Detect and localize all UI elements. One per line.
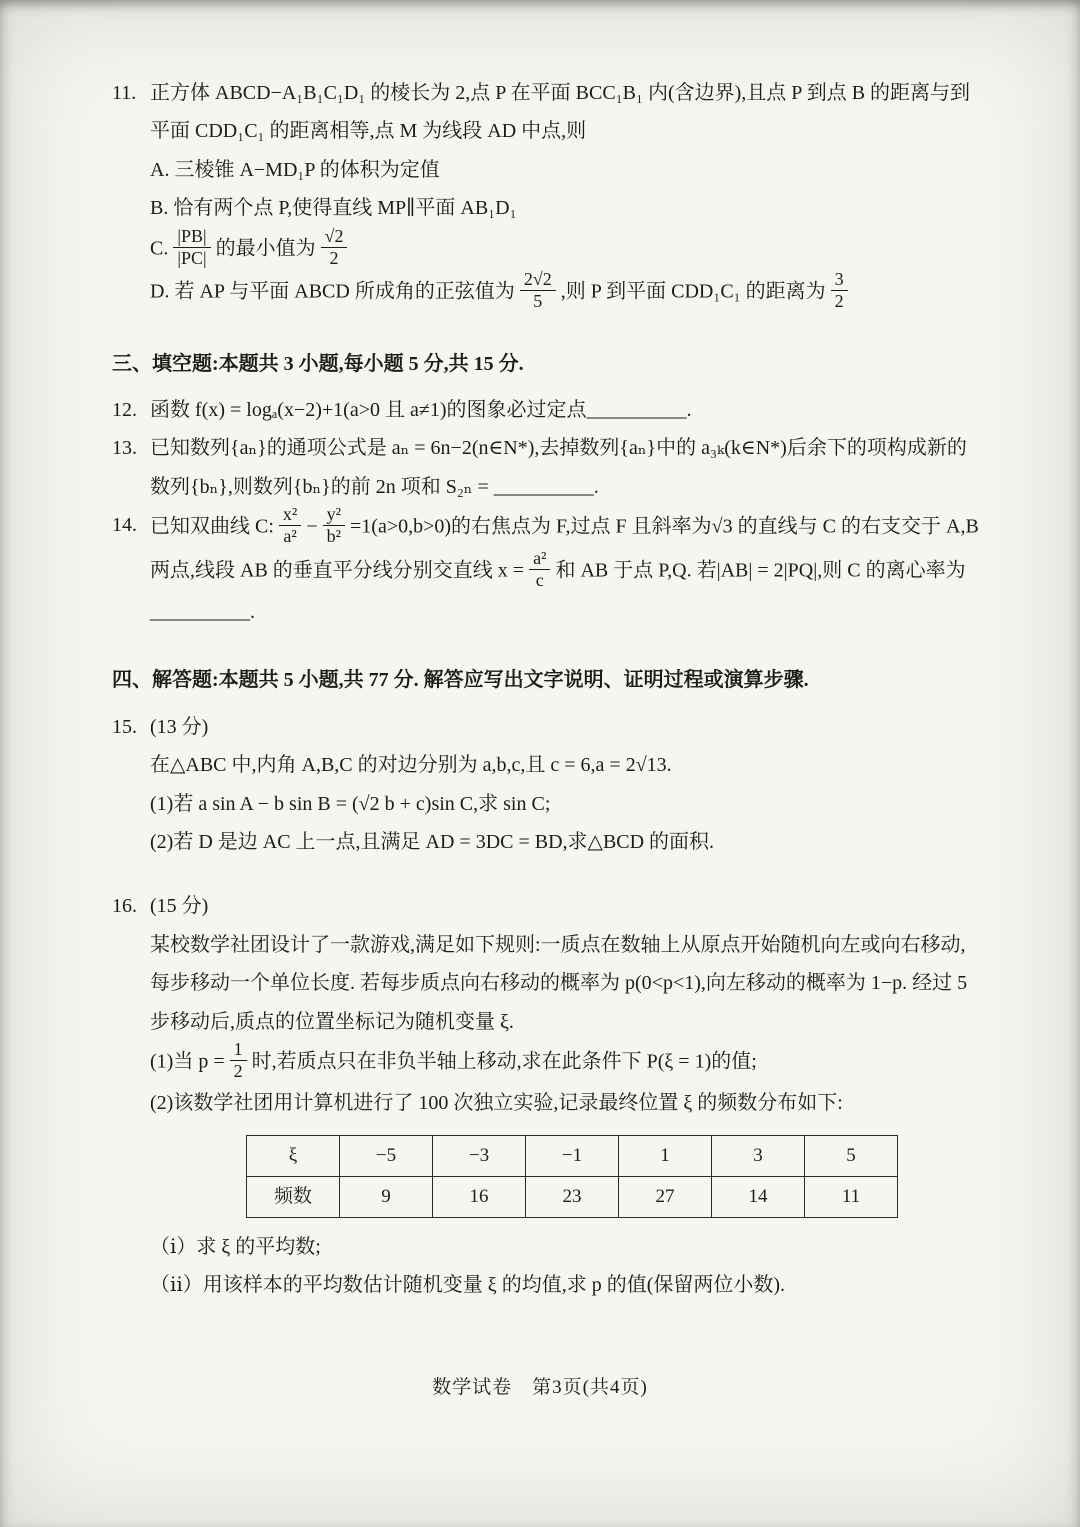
question-15-part2: (2)若 D 是边 AC 上一点,且满足 AD = 3DC = BD,求△BCD 的面积. [150, 830, 715, 853]
page-footer: 数学试卷 第3页(共4页) [432, 1377, 648, 1398]
question-14 [112, 506, 984, 631]
question-16-score: (15 分) [150, 895, 209, 918]
question-16-number: 16. [112, 895, 137, 918]
question-13-number: 13. [112, 437, 137, 460]
question-14-seg3: =1(a>0,b>0)的右焦点为 F,过点 F 且斜率为√3 的直线与 C 的右支交于 A,B 两点,线段 AB 的垂直平分线分别交直线 x = [150, 515, 979, 581]
table-cell: 14 [712, 1176, 805, 1217]
question-16-intro: 某校数学社团设计了一款游戏,满足如下规则:一质点在数轴上从原点开始随机向左或向右移动,每步移动一个单位长度. 若每步质点向右移动的概率为 p(0<p<1),向左移动的概率为 1−p. 经过 5 步移动后,质点的位置坐标记为随机变量 ξ. [150, 933, 968, 1033]
table-cell: −3 [433, 1135, 526, 1176]
question-15-number: 15. [112, 715, 137, 738]
question-16 [112, 887, 984, 1304]
question-15-score: (13 分) [150, 715, 209, 738]
question-16-sub1: （ⅰ）求 ξ 的平均数; [150, 1235, 321, 1258]
question-13-text: 已知数列{aₙ}的通项公式是 aₙ = 6n−2(n∈N*),去掉数列{aₙ}中的 a₃ₖ(k∈N*)后余下的项构成新的数列{bₙ},则数列{bₙ}的前 2n 项和 S₂ₙ = __________. [150, 437, 967, 498]
table-cell: 11 [805, 1176, 898, 1217]
fraction-2sqrt2-over-5: $\frac{2√2}{5}$ [520, 269, 556, 312]
question-11-stem: 正方体 ABCD−A₁B₁C₁D₁ 的棱长为 2,点 P 在平面 BCC₁B₁ 内(含边界),且点 P 到点 B 的距离与到平面 CDD₁C₁ 的距离相等,点 M 为线段 AD 中点,则 [150, 82, 971, 143]
option-d-lead-text: D. 若 AP 与平面 ABCD 所成角的正弦值为 [150, 280, 515, 303]
question-16-part1 [150, 1038, 984, 1084]
frequency-table-data-row [247, 1176, 898, 1217]
fraction-3-over-2: $\frac{3}{2}$ [831, 269, 848, 312]
question-12-text: 函数 f(x) = logₐ(x−2)+1(a>0 且 a≠1)的图象必过定点__________. [150, 398, 692, 421]
question-11-option-c [150, 225, 984, 271]
table-cell: 27 [619, 1176, 712, 1217]
option-c-label: C. [150, 236, 169, 259]
section-fill-in-heading: 三、填空题:本题共 3 小题,每小题 5 分,共 15 分. [112, 352, 524, 375]
question-14-text [150, 506, 984, 631]
table-cell: 9 [340, 1176, 433, 1217]
question-15-part1: (1)若 a sin A − b sin B = (√2 b + c)sin C,求 sin C; [150, 792, 551, 815]
table-cell-xi: ξ [247, 1135, 340, 1176]
question-11-option-a: A. 三棱锥 A−MD₁P 的体积为定值 [150, 158, 440, 181]
fraction-sqrt2-over-2: $\frac{√2}{2}$ [321, 226, 348, 269]
fraction-y2-over-b2: $\frac{\text{y²}}{\text{b²}}$ [323, 504, 345, 547]
question-15 [112, 708, 984, 862]
table-cell: 1 [619, 1135, 712, 1176]
question-16-part1-lead: (1)当 p = [150, 1050, 225, 1073]
fraction-1-over-2: $\frac{1}{2}$ [230, 1039, 247, 1082]
section-solutions-heading: 四、解答题:本题共 5 小题,共 77 分. 解答应写出文字说明、证明过程或演算步骤. [112, 669, 809, 692]
question-14-seg2: − [306, 515, 318, 538]
option-c-middle-text: 的最小值为 [215, 236, 316, 259]
table-cell: 3 [712, 1135, 805, 1176]
question-12-number: 12. [112, 398, 137, 421]
option-d-middle-text: ,则 P 到平面 CDD₁C₁ 的距离为 [560, 280, 826, 303]
table-cell: 23 [526, 1176, 619, 1217]
question-16-sub2: （ⅱ）用该样本的平均数估计随机变量 ξ 的均值,求 p 的值(保留两位小数). [150, 1274, 786, 1297]
question-14-seg1: 已知双曲线 C: [150, 515, 274, 538]
question-14-number: 14. [112, 514, 137, 537]
question-16-part1-tail: 时,若质点只在非负半轴上移动,求在此条件下 P(ξ = 1)的值; [251, 1050, 757, 1073]
table-cell: 5 [805, 1135, 898, 1176]
question-11-option-d [150, 271, 984, 314]
frequency-table [246, 1135, 898, 1218]
question-12 [112, 391, 984, 429]
question-11-option-b: B. 恰有两个点 P,使得直线 MP∥平面 AB₁D₁ [150, 197, 517, 220]
question-11 [112, 74, 984, 315]
table-cell: −1 [526, 1135, 619, 1176]
question-15-intro: 在△ABC 中,内角 A,B,C 的对边分别为 a,b,c,且 c = 6,a = 2√13. [150, 754, 672, 777]
question-16-part2: (2)该数学社团用计算机进行了 100 次独立实验,记录最终位置 ξ 的频数分布如下: [150, 1092, 843, 1115]
fraction-x2-over-a2: $\frac{\text{x²}}{\text{a²}}$ [279, 504, 301, 547]
table-cell: 16 [433, 1176, 526, 1217]
fraction-a2-over-c: $\frac{\text{a²}}{c}$ [529, 548, 550, 591]
frequency-table-header-row [247, 1135, 898, 1176]
table-cell: −5 [340, 1135, 433, 1176]
question-13 [112, 429, 984, 506]
fraction-pb-over-pc: $\frac{|PB|}{|PC|}$ [173, 226, 210, 269]
table-cell-frequency-label: 频数 [247, 1176, 340, 1217]
question-14-seg4: 和 AB 于点 P,Q. 若|AB| = 2|PQ|,则 C 的离心率为__________. [150, 558, 966, 623]
question-11-number: 11. [112, 82, 137, 104]
